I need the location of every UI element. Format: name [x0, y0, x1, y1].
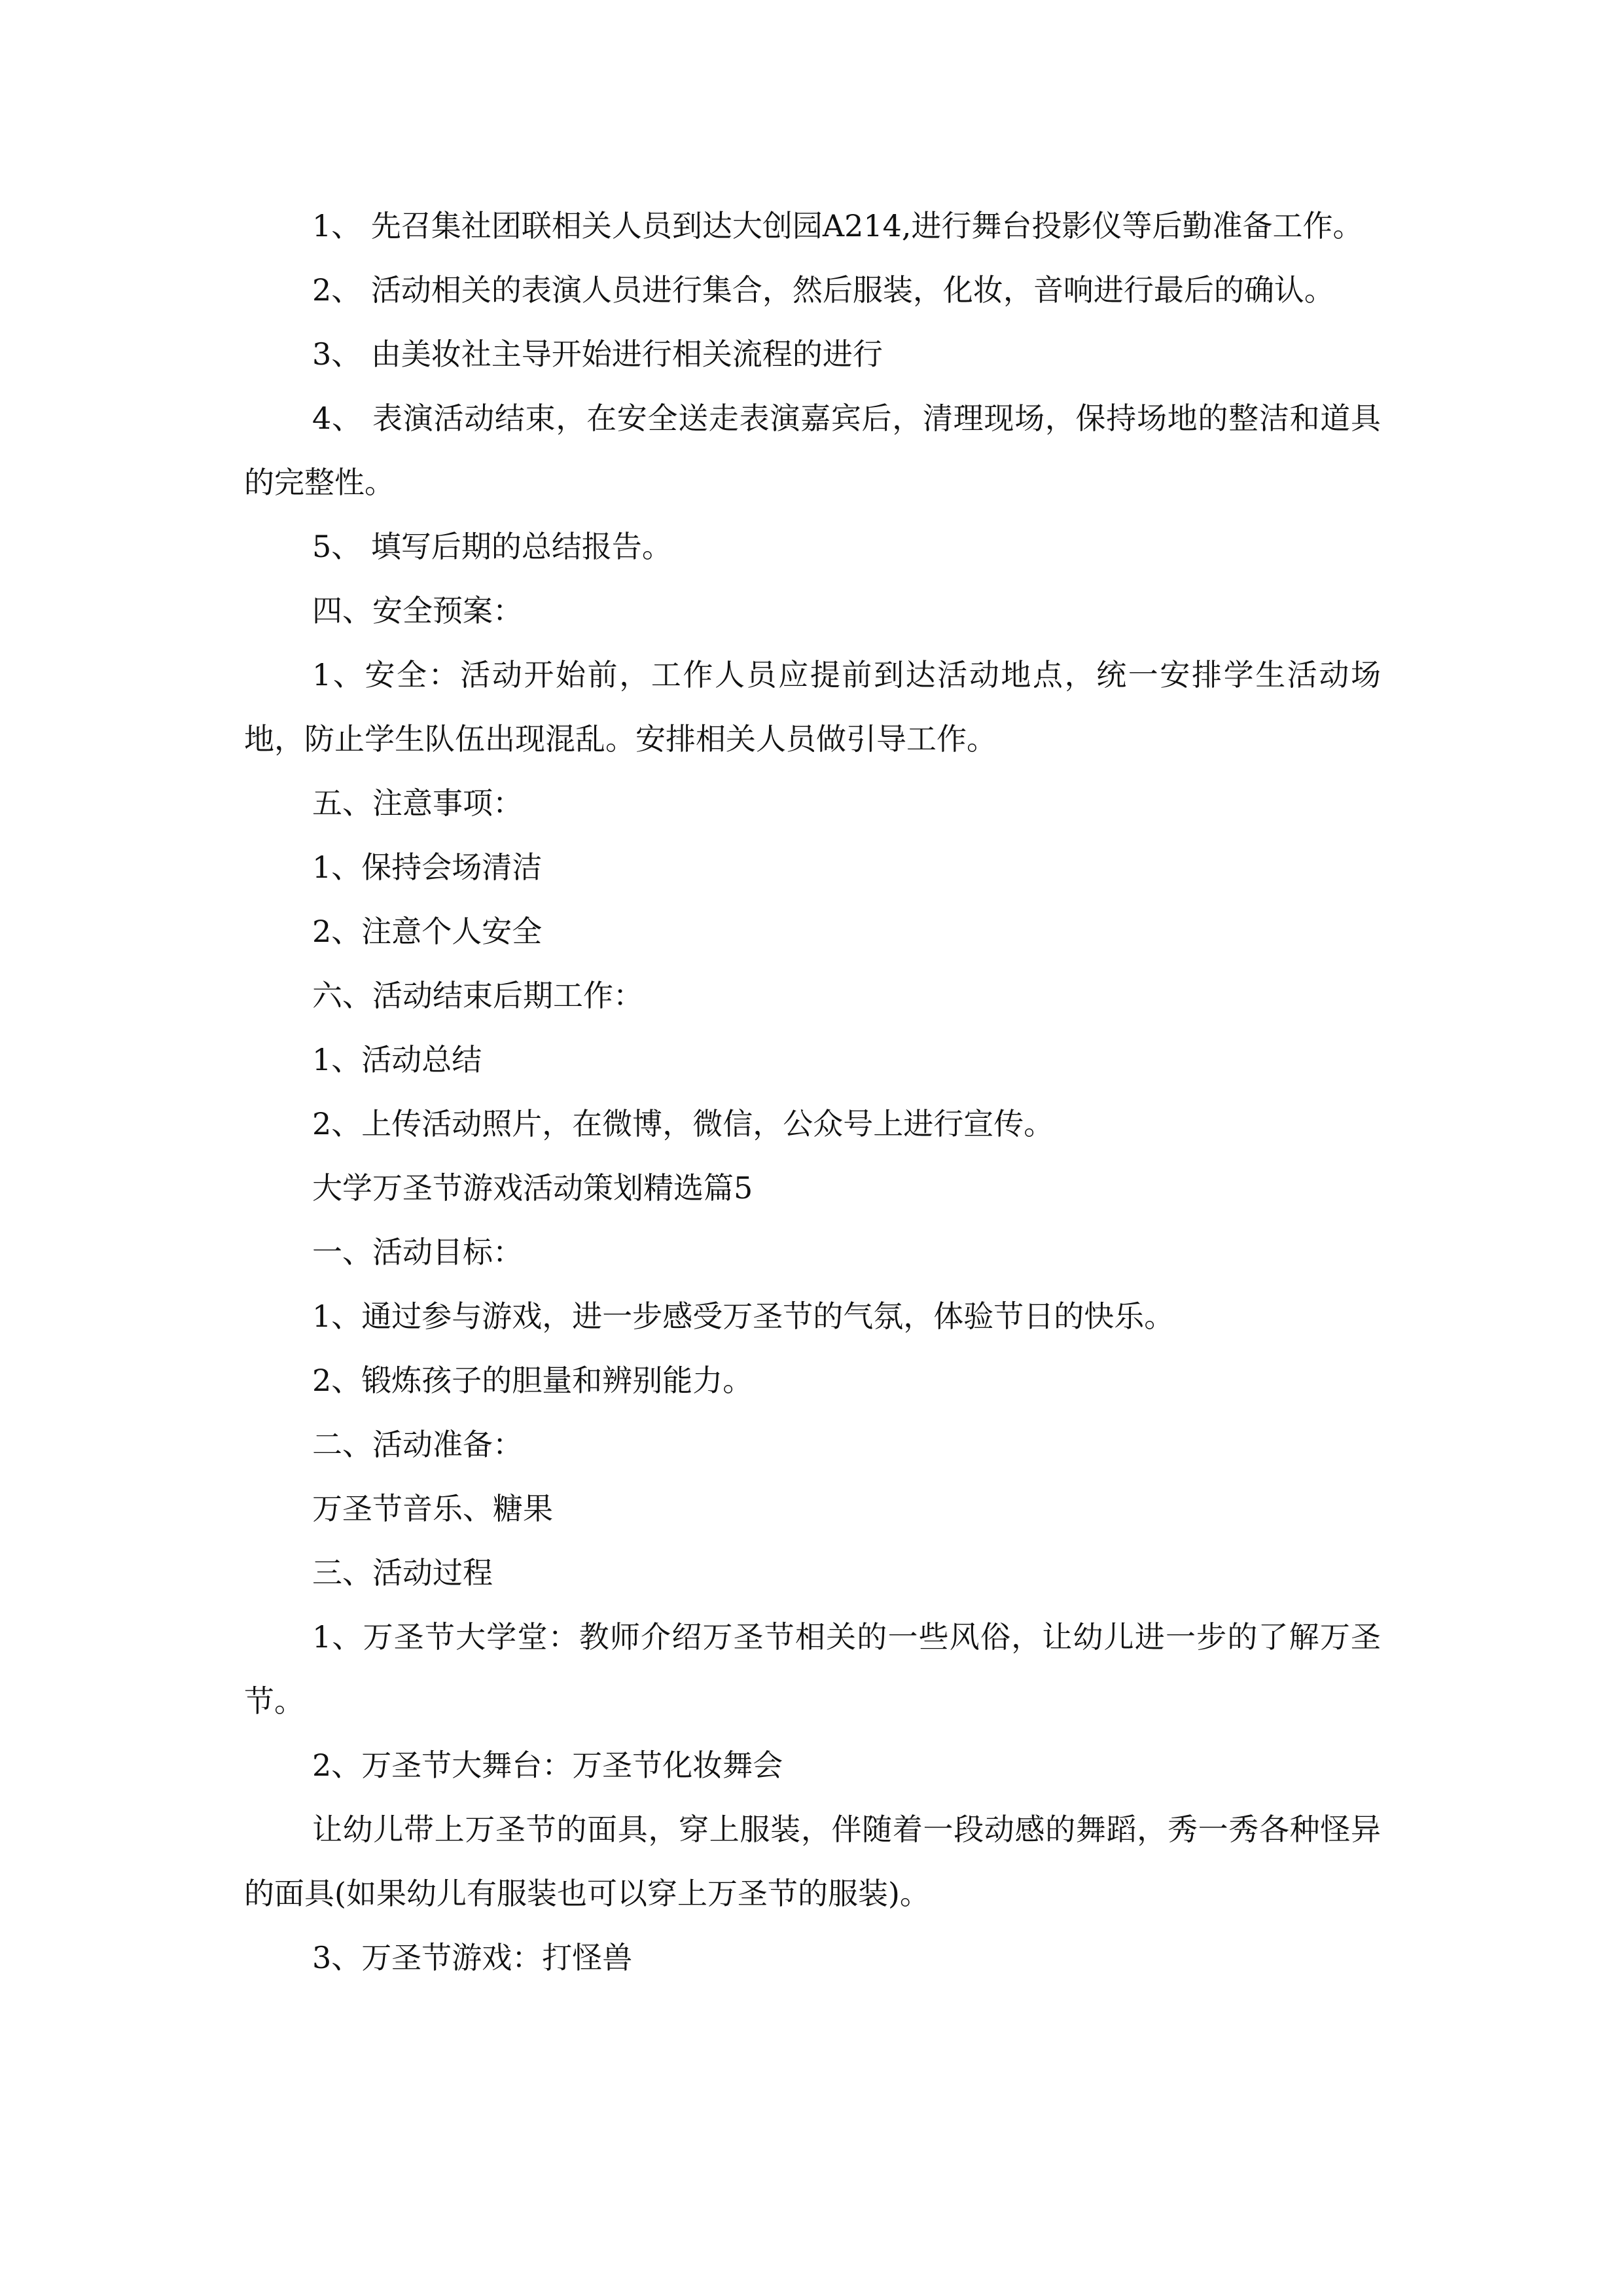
section-heading-safety: 四、安全预案：: [312, 593, 523, 628]
paragraph-13: 万圣节音乐、糖果: [312, 1491, 553, 1526]
section-heading-notes: 五、注意事项：: [312, 785, 523, 821]
paragraph-2: 2、 活动相关的表演人员进行集合，然后服装，化妆，音响进行最后的确认。: [312, 272, 1334, 308]
paragraph-11: 1、通过参与游戏，进一步感受万圣节的气氛，体验节日的快乐。: [312, 1299, 1175, 1334]
section-heading-process: 三、活动过程: [312, 1555, 493, 1590]
paragraph-7: 1、保持会场清洁: [312, 850, 543, 885]
section-heading-preparation: 二、活动准备：: [312, 1427, 523, 1462]
paragraph-1: 1、 先召集社团联相关人员到达大创园A214,进行舞台投影仪等后勤准备工作。: [312, 208, 1363, 243]
paragraph-5: 5、 填写后期的总结报告。: [312, 529, 672, 564]
paragraph-16: 让幼儿带上万圣节的面具，穿上服装，伴随着一段动感的舞蹈，秀一秀各种怪异的面具(如果幼儿有服装也可以穿上万圣节的服装)。: [244, 1812, 1381, 1911]
section-heading-goals: 一、活动目标：: [312, 1234, 523, 1270]
paragraph-15: 2、万圣节大舞台：万圣节化妆舞会: [312, 1748, 783, 1783]
paragraph-6: 1、安全：活动开始前，工作人员应提前到达活动地点，统一安排学生活动场地，防止学生队伍出现混乱。安排相关人员做引导工作。: [244, 657, 1381, 757]
section-heading-followup: 六、活动结束后期工作：: [312, 978, 643, 1013]
paragraph-4: 4、 表演活动结束，在安全送走表演嘉宾后，清理现场，保持场地的整洁和道具的完整性。: [244, 401, 1381, 500]
paragraph-3: 3、 由美妆社主导开始进行相关流程的进行: [312, 336, 883, 372]
paragraph-12: 2、锻炼孩子的胆量和辨别能力。: [312, 1363, 753, 1398]
paragraph-8: 2、注意个人安全: [312, 914, 543, 949]
paragraph-17: 3、万圣节游戏：打怪兽: [312, 1940, 633, 1975]
paragraph-10: 2、上传活动照片，在微博，微信，公众号上进行宣传。: [312, 1106, 1054, 1141]
document-body: [244, 194, 1381, 1990]
paragraph-14: 1、万圣节大学堂：教师介绍万圣节相关的一些风俗，让幼儿进一步的了解万圣节。: [244, 1619, 1381, 1719]
article-title: 大学万圣节游戏活动策划精选篇5: [312, 1170, 753, 1206]
paragraph-9: 1、活动总结: [312, 1042, 482, 1077]
